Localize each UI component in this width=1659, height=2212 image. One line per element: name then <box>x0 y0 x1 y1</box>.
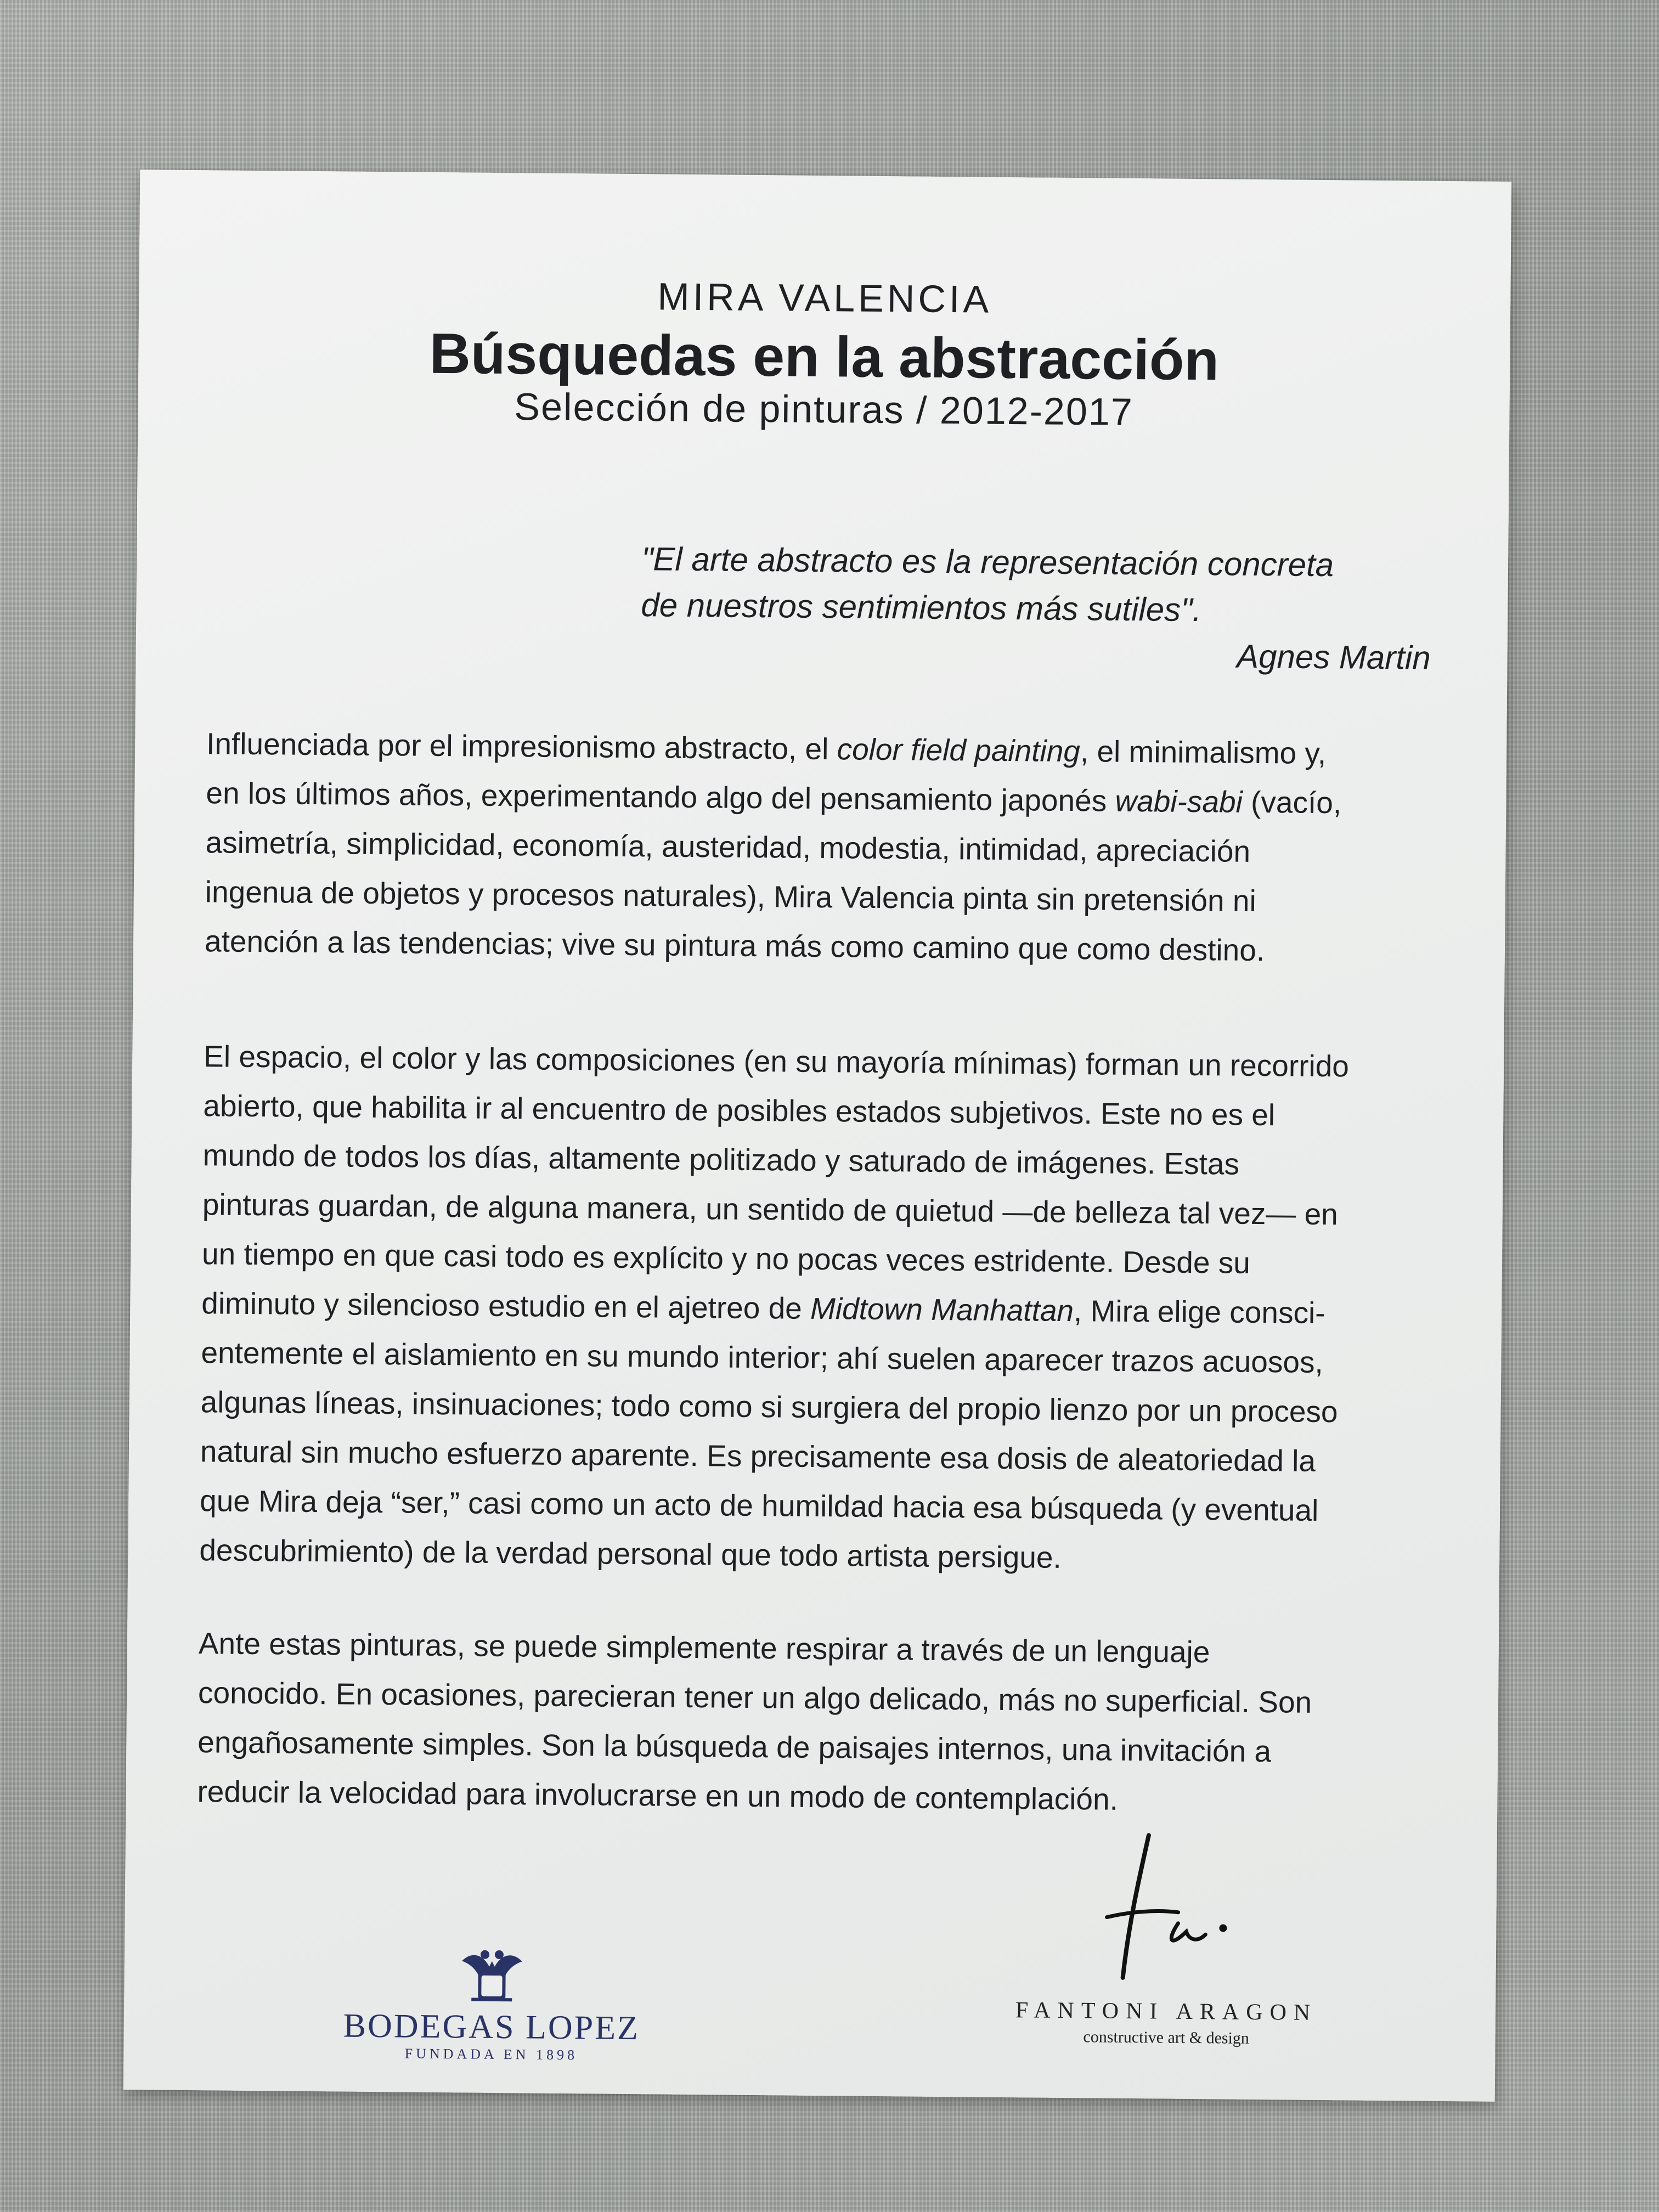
paragraph-line: asimetría, simplicidad, economía, austeridad, modestia, intimidad, apreciación <box>205 825 1251 868</box>
paragraph-line: un tiempo en que casi todo es explícito y no pocas veces estridente. Desde su <box>201 1237 1251 1280</box>
paragraph-line: Ante estas pinturas, se puede simplemente respirar a través de un lenguaje <box>198 1626 1210 1669</box>
paragraph-3 <box>197 1618 1444 1827</box>
exhibition-card <box>123 170 1511 2102</box>
artist-name: MIRA VALENCIA <box>657 275 992 321</box>
quote-block <box>640 536 1431 681</box>
brand-name: BODEGAS LOPEZ <box>343 2007 640 2047</box>
text-run: , Mira elige consci- <box>1073 1294 1325 1330</box>
exhibition-title: Búsquedas en la abstracción <box>429 321 1220 393</box>
paragraph-line: pinturas guardan, de alguna manera, un sentido de quietud —de belleza tal vez— en <box>202 1187 1339 1232</box>
paragraph-line: atención a las tendencias; vive su pintura más como camino que como destino. <box>204 924 1265 968</box>
quote-author: Agnes Martin <box>1236 637 1431 676</box>
italic-term: wabi-sabi <box>1115 783 1243 819</box>
bodegas-lopez-logo <box>299 1943 684 2064</box>
text-run: Influenciada por el impresionismo abstracto, el <box>206 726 837 766</box>
paragraph-line: El espacio, el color y las composiciones (en su mayoría mínimas) forman un recorrido <box>203 1039 1350 1084</box>
paragraph-line: que Mira deja “ser,” casi como un acto de humildad hacia esa búsqueda (y eventual <box>199 1483 1319 1527</box>
quote-line: "El arte abstracto es la representación concreta <box>641 540 1334 584</box>
quote-line: de nuestros sentimientos más sutiles". <box>641 586 1202 629</box>
paragraph-line: mundo de todos los días, altamente politizado y saturado de imágenes. Estas <box>202 1138 1240 1181</box>
paragraph-line: descubrimiento) de la verdad personal que todo artista persigue. <box>199 1533 1062 1575</box>
text-run: (vacío, <box>1242 785 1342 820</box>
eagle-crest-icon <box>456 1944 528 2005</box>
paragraph-line: engañosamente simples. Son la búsqueda de paisajes internos, una invitación a <box>198 1725 1272 1769</box>
paragraph-line: entemente el aislamiento en su mundo interior; ahí suelen aparecer trazos acuosos, <box>201 1335 1324 1380</box>
fantoni-aragon-logo <box>969 1998 1364 2049</box>
text-run: en los últimos años, experimentando algo del pensamiento japonés <box>206 776 1115 818</box>
paragraph-line: abierto, que habilita ir al encuentro de posibles estados subjetivos. Este no es el <box>203 1088 1276 1132</box>
paragraph-line: conocido. En ocasiones, parecieran tener un algo delicado, más no superficial. Son <box>198 1675 1312 1719</box>
paragraph-line: reducir la velocidad para involucrarse en un modo de contemplación. <box>197 1774 1119 1816</box>
paragraph-1 <box>205 719 1452 977</box>
paragraph-line: ingenua de objetos y procesos naturales), Mira Valencia pinta sin pretensión ni <box>205 874 1256 918</box>
paragraph-2 <box>199 1031 1449 1585</box>
paragraph-line: algunas líneas, insinuaciones; todo como si surgiera del propio lienzo por un proceso <box>200 1385 1338 1429</box>
text-run: , el minimalismo y, <box>1080 734 1327 771</box>
italic-term: Midtown Manhattan <box>810 1291 1074 1328</box>
italic-term: color field painting <box>837 732 1081 769</box>
designer-tagline: constructive art & design <box>1083 2028 1250 2047</box>
card-header <box>138 271 1510 437</box>
brand-founded: FUNDADA EN 1898 <box>404 2045 578 2063</box>
paragraph-line: natural sin mucho esfuerzo aparente. Es precisamente esa dosis de aleatoriedad la <box>200 1434 1316 1478</box>
designer-name: FANTONI ARAGON <box>1015 1997 1318 2026</box>
text-run: diminuto y silencioso estudio en el ajetreo de <box>201 1286 811 1325</box>
exhibition-subtitle: Selección de pinturas / 2012-2017 <box>514 385 1134 434</box>
signature-icon <box>1095 1829 1239 1995</box>
